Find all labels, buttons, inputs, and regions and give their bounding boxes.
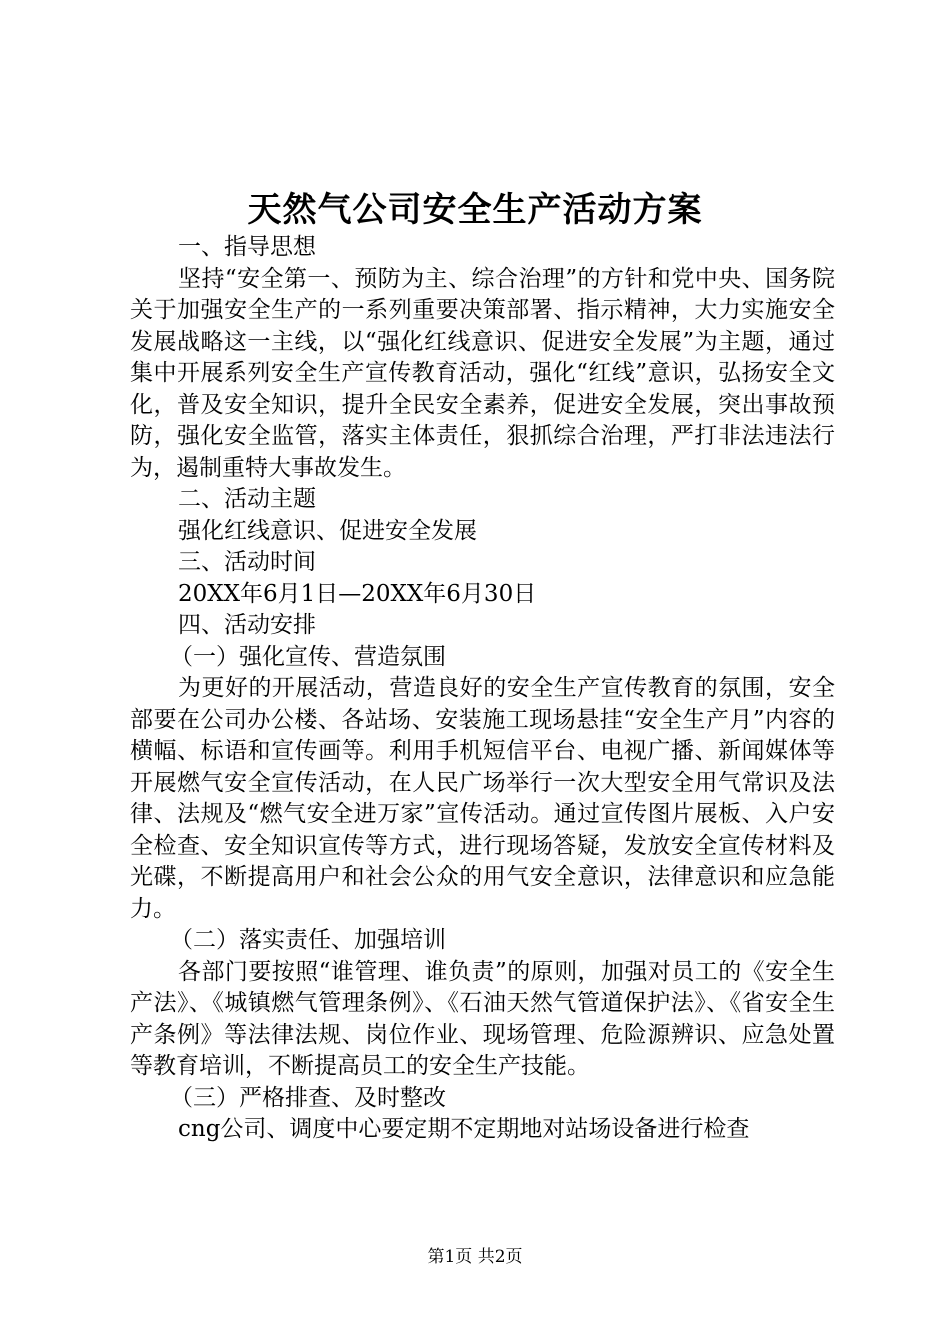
document-body — [130, 232, 835, 1146]
section-heading-time: 三、活动时间 — [178, 549, 316, 575]
paragraph-publicity: 为更好的开展活动，营造良好的安全生产宣传教育的氛围，安全部要在公司办公楼、各站场、安装施工现场悬挂“安全生产月”内容的横幅、标语和宣传画等。利用手机短信平台、电视广播、新闻媒体等开展燃气安全宣传活动，在人民广场举行一次大型安全用气常识及法律、法规及“燃气安全进万家”宣传活动。通过宣传图片展板、入户安全检查、安全知识宣传等方式，进行现场答疑，发放安全宣传材料及光碟，不断提高用户和社会公众的用气安全意识，法律意识和应急能力。 — [130, 675, 835, 922]
paragraph-training: 各部门要按照“谁管理、谁负责”的原则，加强对员工的《安全生产法》、《城镇燃气管理条例》、《石油天然气管道保护法》、《省安全生产条例》等法律法规、岗位作业、现场管理、危险源辨识、应急处置等教育培训，不断提高员工的安全生产技能。 — [130, 958, 835, 1079]
paragraph-inspection: cng公司、调度中心要定期不定期地对站场设备进行检查 — [178, 1116, 750, 1142]
subsection-heading-inspection: （三）严格排查、及时整改 — [170, 1084, 446, 1111]
subsection-heading-training: （二）落实责任、加强培训 — [170, 927, 446, 953]
section-heading-theme: 二、活动主题 — [178, 486, 316, 512]
document-title: 天然气公司安全生产活动方案 — [247, 190, 703, 230]
section-heading-arrangement: 四、活动安排 — [178, 612, 316, 638]
paragraph-theme: 强化红线意识、促进安全发展 — [178, 517, 477, 544]
paragraph-time: 20XX年6月1日—20XX年6月30日 — [178, 580, 537, 607]
section-heading-guiding-ideology: 一、指导思想 — [178, 234, 316, 260]
paragraph-guiding-ideology: 坚持“安全第一、预防为主、综合治理”的方针和党中央、国务院关于加强安全生产的一系列重要决策部署、指示精神，大力实施安全发展战略这一主线，以“强化红线意识、促进安全发展”为主题，通过集中开展系列安全生产宣传教育活动，强化“红线”意识，弘扬安全文化，普及安全知识，提升全民安全素养，促进安全发展，突出事故预防，强化安全监管，落实主体责任，狠抓综合治理，严打非法违法行为，遏制重特大事故发生。 — [130, 265, 835, 481]
subsection-heading-publicity: （一）强化宣传、营造氛围 — [170, 643, 446, 670]
page-number-footer: 第1页 共2页 — [427, 1247, 523, 1267]
